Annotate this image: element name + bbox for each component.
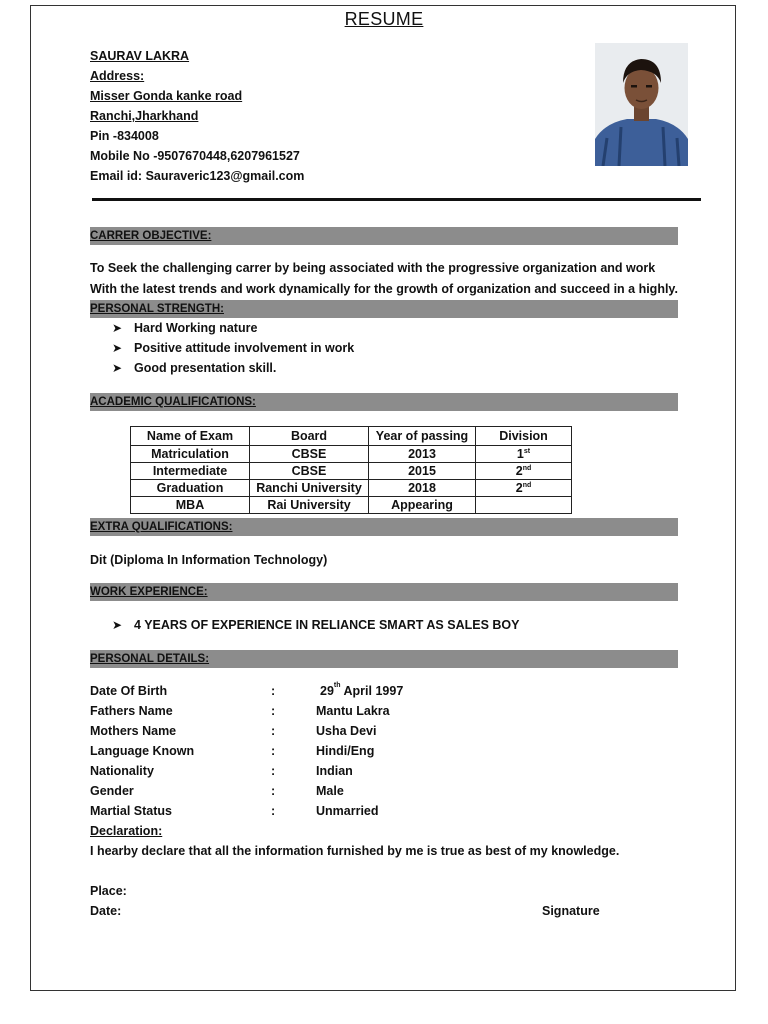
dob-label: Date Of Birth bbox=[90, 684, 168, 698]
table-cell: Graduation bbox=[131, 480, 250, 497]
field-colon: : bbox=[271, 744, 276, 758]
profile-photo-image bbox=[595, 43, 688, 166]
work-heading: WORK EXPERIENCE: bbox=[90, 583, 678, 601]
place-label: Place: bbox=[90, 884, 127, 898]
date-label: Date: bbox=[90, 904, 122, 918]
page-title: RESUME bbox=[344, 9, 424, 29]
signature-label: Signature bbox=[542, 904, 600, 918]
field-colon: : bbox=[271, 684, 276, 698]
table-cell: 2015 bbox=[369, 463, 476, 480]
dob-value: 29th April 1997 bbox=[320, 682, 404, 698]
table-cell: 2nd bbox=[476, 480, 572, 497]
table-header-cell: Year of passing bbox=[369, 427, 476, 446]
extra-heading: EXTRA QUALIFICATIONS: bbox=[90, 518, 678, 536]
table-cell: Intermediate bbox=[131, 463, 250, 480]
table-row bbox=[131, 497, 572, 514]
field-value: Hindi/Eng bbox=[316, 744, 375, 758]
field-value: Unmarried bbox=[316, 804, 379, 818]
header-divider bbox=[92, 198, 701, 201]
academic-table bbox=[130, 426, 572, 514]
mobile-number: Mobile No -9507670448,6207961527 bbox=[90, 149, 300, 163]
field-colon: : bbox=[271, 804, 276, 818]
academic-heading: ACADEMIC QUALIFICATIONS: bbox=[90, 393, 678, 411]
field-colon: : bbox=[271, 764, 276, 778]
table-header-cell: Name of Exam bbox=[131, 427, 250, 446]
work-item: ➤ 4 YEARS OF EXPERIENCE IN RELIANCE SMART AS SALES BOY bbox=[112, 618, 520, 632]
table-row bbox=[131, 446, 572, 463]
table-row bbox=[131, 463, 572, 480]
field-label: Mothers Name bbox=[90, 724, 177, 738]
arrow-bullet-icon: ➤ bbox=[112, 321, 123, 335]
table-cell: Rai University bbox=[250, 497, 369, 514]
table-cell: CBSE bbox=[250, 463, 369, 480]
address-line-1: Misser Gonda kanke road bbox=[90, 89, 243, 103]
table-header-row bbox=[131, 427, 572, 446]
field-colon: : bbox=[271, 784, 276, 798]
table-cell: 1st bbox=[476, 446, 572, 463]
table-cell: Ranchi University bbox=[250, 480, 369, 497]
strength-item: ➤ Positive attitude involvement in work bbox=[112, 341, 355, 355]
profile-photo bbox=[595, 43, 688, 166]
arrow-bullet-icon: ➤ bbox=[112, 618, 123, 632]
table-cell bbox=[476, 497, 572, 514]
field-label: Fathers Name bbox=[90, 704, 173, 718]
arrow-bullet-icon: ➤ bbox=[112, 361, 123, 375]
table-row bbox=[131, 480, 572, 497]
field-value: Usha Devi bbox=[316, 724, 377, 738]
extra-text: Dit (Diploma In Information Technology) bbox=[90, 553, 328, 567]
contact-header bbox=[90, 46, 304, 186]
table-header-cell: Board bbox=[250, 427, 369, 446]
candidate-name: SAURAV LAKRA bbox=[90, 49, 190, 63]
pin-code: Pin -834008 bbox=[90, 129, 159, 143]
table-cell: Matriculation bbox=[131, 446, 250, 463]
arrow-bullet-icon: ➤ bbox=[112, 341, 123, 355]
table-cell: Appearing bbox=[369, 497, 476, 514]
field-colon: : bbox=[271, 724, 276, 738]
field-colon: : bbox=[271, 704, 276, 718]
field-value: Mantu Lakra bbox=[316, 704, 390, 718]
field-label: Gender bbox=[90, 784, 134, 798]
table-cell: 2nd bbox=[476, 463, 572, 480]
field-label: Nationality bbox=[90, 764, 154, 778]
email-address: Email id: Sauraveric123@gmail.com bbox=[90, 169, 305, 183]
objective-heading: CARRER OBJECTIVE: bbox=[90, 227, 678, 245]
field-value: Male bbox=[316, 784, 344, 798]
personal-heading: PERSONAL DETAILS: bbox=[90, 650, 678, 668]
table-cell: CBSE bbox=[250, 446, 369, 463]
field-label: Language Known bbox=[90, 744, 195, 758]
table-cell: MBA bbox=[131, 497, 250, 514]
address-label: Address: bbox=[90, 69, 145, 83]
field-label: Martial Status bbox=[90, 804, 172, 818]
declaration-heading: Declaration: bbox=[90, 824, 163, 838]
strength-item: ➤ Good presentation skill. bbox=[112, 361, 277, 375]
declaration-text: I hearby declare that all the information furnished by me is true as best of my knowledge. bbox=[90, 844, 620, 858]
address-line-2: Ranchi,Jharkhand bbox=[90, 109, 199, 123]
table-header-cell: Division bbox=[476, 427, 572, 446]
table-cell: 2013 bbox=[369, 446, 476, 463]
objective-line-2: With the latest trends and work dynamically for the growth of organization and succeed in a highly. bbox=[90, 282, 678, 296]
field-value: Indian bbox=[316, 764, 353, 778]
strength-heading: PERSONAL STRENGTH: bbox=[90, 300, 678, 318]
table-cell: 2018 bbox=[369, 480, 476, 497]
strength-item: ➤ Hard Working nature bbox=[112, 321, 258, 335]
objective-line-1: To Seek the challenging carrer by being associated with the progressive organization and work bbox=[90, 261, 656, 275]
